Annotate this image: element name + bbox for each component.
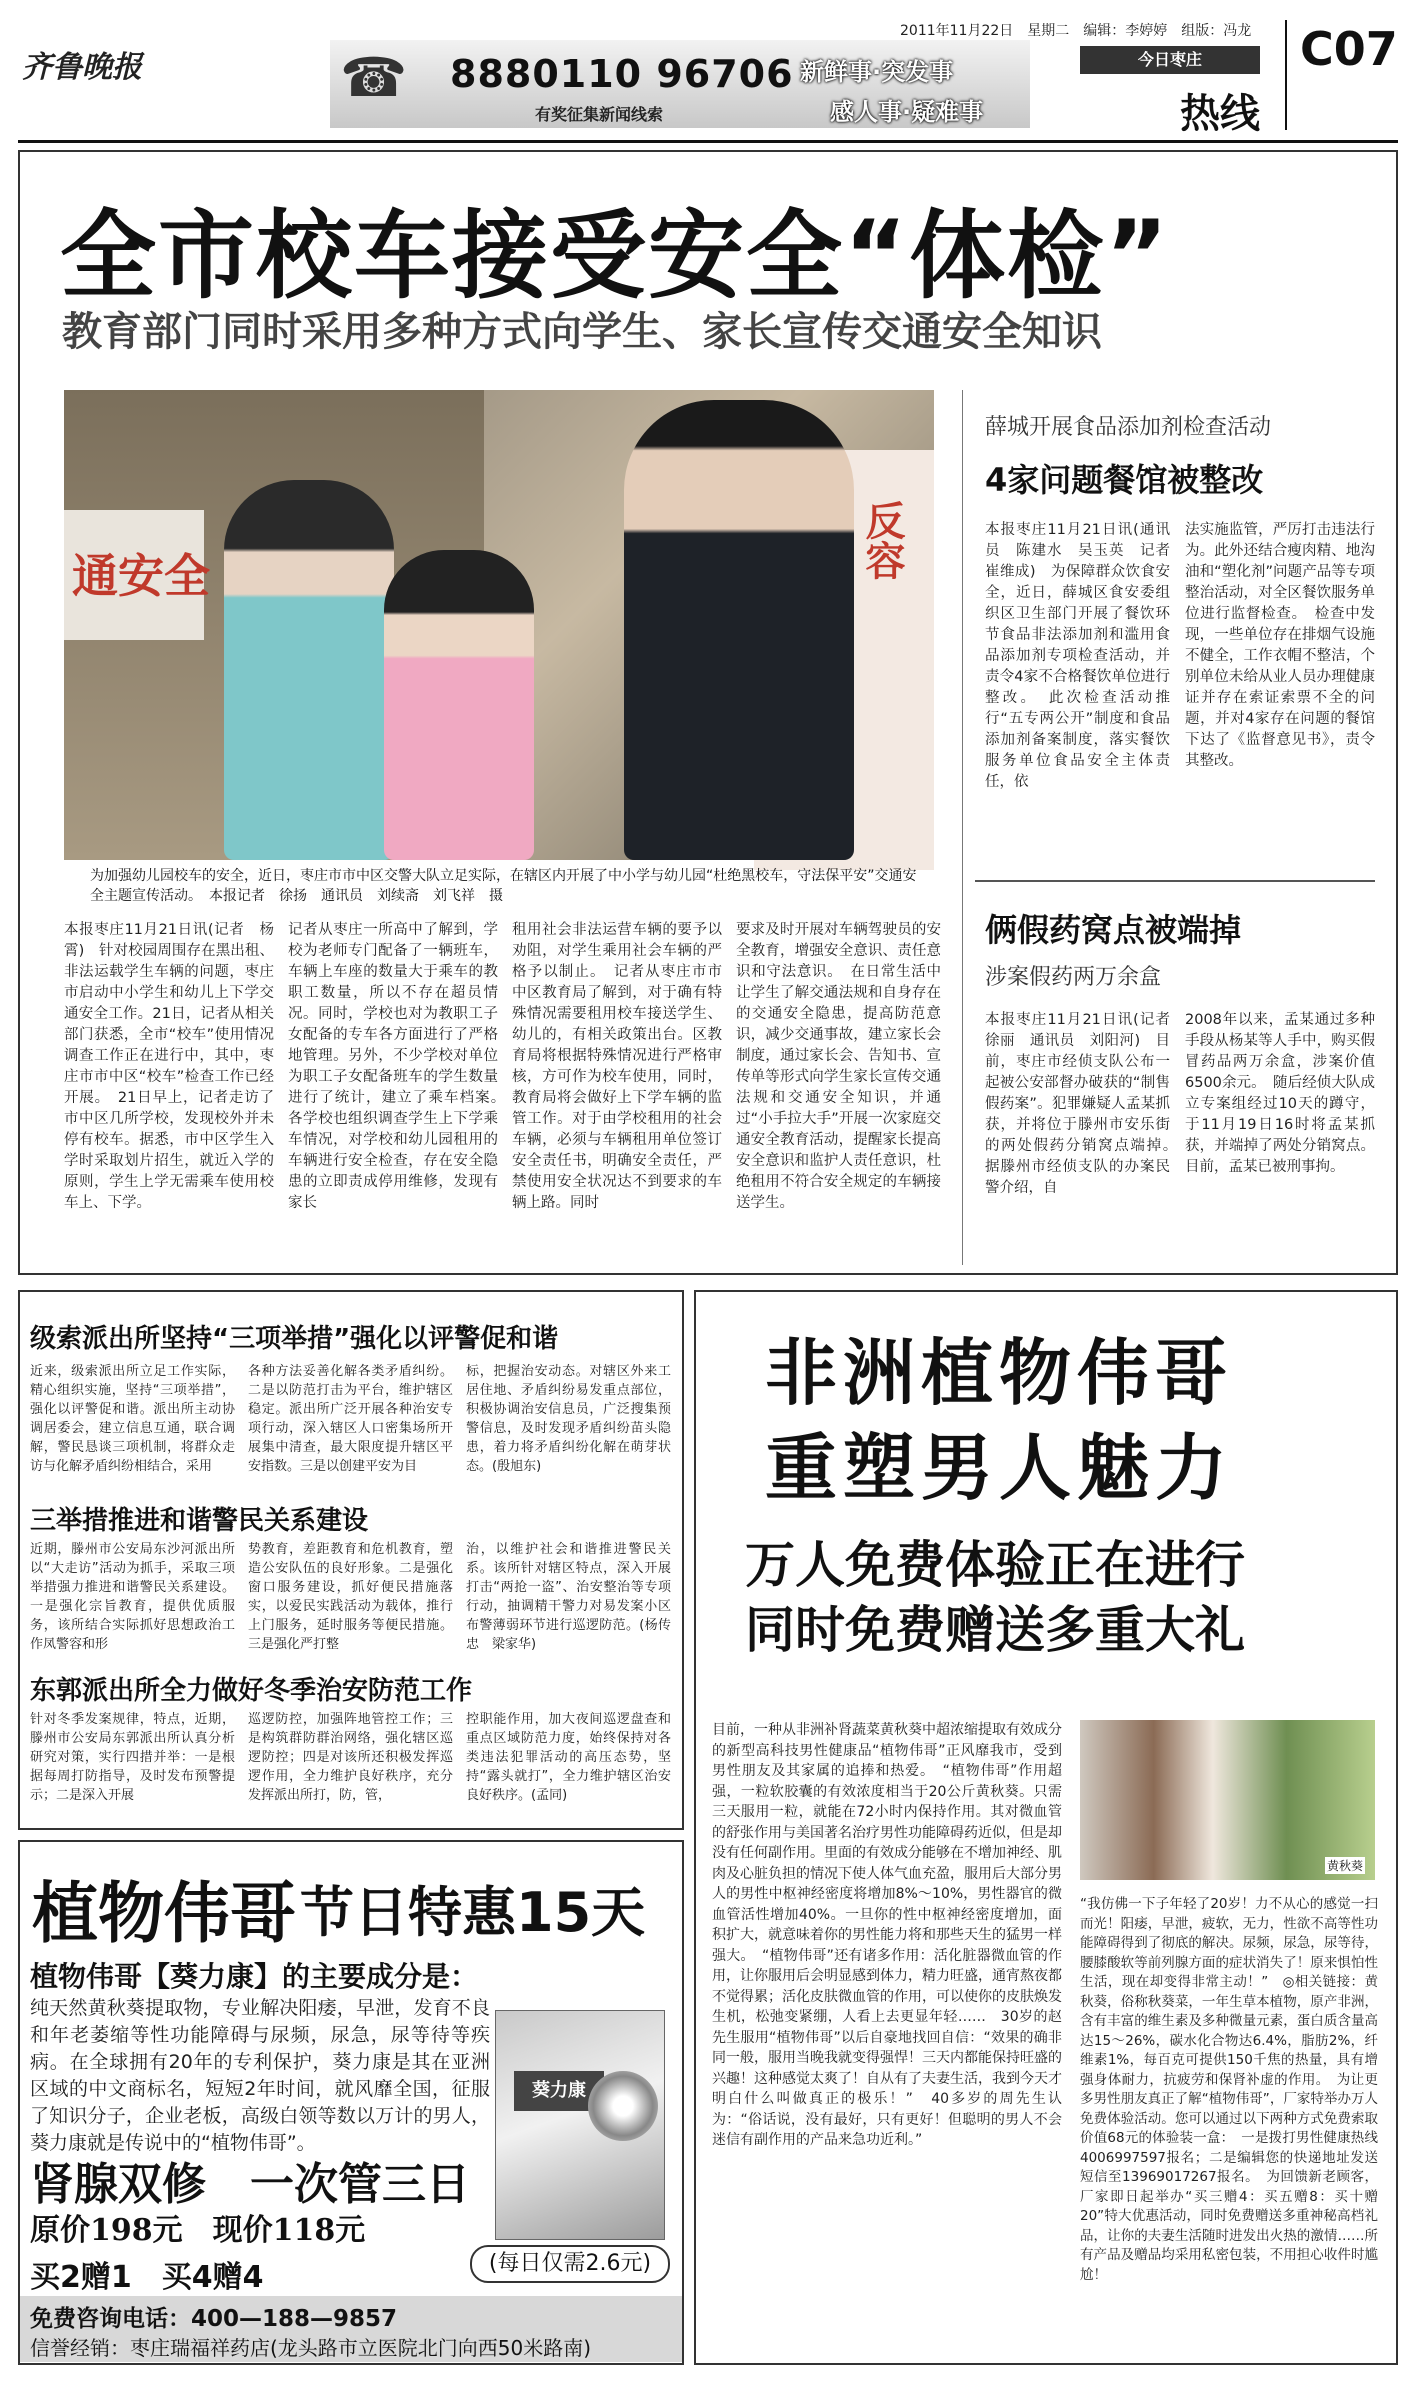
- brief1-column-1: 近来，级索派出所立足工作实际，精心组织实施，坚持“三项举措”，强化以评警促和谐。派出所主动协调居委会，建立信息互通，联合调解，警民恳谈三项机制，将群众走访与化解矛盾纠纷相结合，采用: [30, 1364, 235, 1474]
- brief2-title: 三举措推进和谐警民关系建设: [30, 1506, 369, 1536]
- brief3-title: 东郭派出所全力做好冬季治安防范工作: [30, 1676, 473, 1706]
- masthead: [0, 0, 1417, 140]
- advertorial-photo: [1080, 1720, 1375, 1880]
- photo-poster-text: 反容: [859, 500, 905, 580]
- brief3-column-2: 巡逻防控，加强阵地管控工作；三是构筑群防群治网络，强化辖区巡逻防控；四是对该所还积极发挥巡逻作用，全力维护良好秩序，充分发挥派出所打，防，管，: [248, 1712, 453, 1803]
- ad-slogan: 肾腺双修 一次管三日: [30, 2159, 470, 2210]
- hotline-slogan-2: 感人事·疑难事: [830, 98, 984, 126]
- dateline: 2011年11月22日 星期二 编辑：李婷婷 组版：冯龙: [900, 23, 1252, 39]
- ad-address: 信誉经销：枣庄瑞福祥药店(龙头路市立医院北门向西50米路南): [30, 2336, 592, 2360]
- lead-column-4: 要求及时开展对车辆驾驶员的安全教育，增强安全意识、责任意识和守法意识。 在日常生活中让学生了解交通法规和自身存在的交通安全隐患，提高防范意识，减少交通事故，建立家长会制度，通过家长会、告知书、宣传单等形式向学生家长宣传交通法规和交通安全知识，并通过“小手拉大手”开展一次家庭交通安全教育活动，提醒家长提高安全意识和监护人责任意识，杜绝租用不符合安全规定的车辆接送学生。: [736, 922, 941, 1211]
- product-box-image: [495, 2010, 665, 2240]
- ad-subtitle: 植物伟哥【葵力康】的主要成分是：: [30, 1960, 479, 1993]
- top-rule: [18, 140, 1398, 143]
- brief2-column-1: 近期，滕州市公安局东沙河派出所以“大走访”活动为抓手，采取三项举措强力推进和谐警民关系建设。一是强化宗旨教育，提供优质服务，该所结合实际抓好思想政治工作凤警容和形: [30, 1542, 235, 1652]
- brief3-column-3: 控职能作用，加大夜间巡逻盘查和重点区域防范力度，始终保持对各类违法犯罪活动的高压态势，坚持“露头就打”，全力维护辖区治安良好秩序。(孟同): [466, 1712, 671, 1803]
- photo-student-2: [384, 550, 534, 860]
- ad-promo: 买2赠1 买4赠4: [30, 2260, 264, 2295]
- brief1-column-2: 各种方法妥善化解各类矛盾纠纷。二是以防范打击为平台，维护辖区稳定。派出所广泛开展各种治安专项行动，深入辖区人口密集场所开展集中清查，最大限度提升辖区平安指数。三是以创建平安为目: [248, 1364, 453, 1474]
- side2-title: 俩假药窝点被端掉: [985, 911, 1242, 949]
- column-divider: [962, 390, 963, 1265]
- ad-price: 原价198元 现价118元: [30, 2213, 366, 2248]
- advertorial-column-2: “我仿佛一下子年轻了20岁！力不从心的感觉一扫而光！阳痿，早泄，疲软，无力，性欲不高等性功能障碍得到了彻底的解决。尿频，尿急，尿等待，腰膝酸软等前列腺方面的症状消失了！原来惧怕性生活，现在却变得非常主动！” ◎相关链接：黄秋葵，俗称秋葵菜，一年生草本植物，原产非洲，含有丰富的维生素及多种微量元素，蛋白质含量高达15～26%，碳水化合物达6.4%，脂肪2%，纤维素1%，每百克可提供150千焦的热量，具有增强身体耐力，抗疲劳和保肾补虚的作用。 为让更多男性朋友真正了解“植物伟哥”，厂家特举办万人免费体验活动。您可以通过以下两种方式免费索取价值68元的体验装一盒： 一是拨打男性健康热线4006997597报名；二是编辑您的快递地址发送短信至13969017267报名。 为回馈新老顾客，厂家即日起举办“买三赠4：买五赠8：买十赠20”特大优惠活动，同时免费赠送多重神秘高档礼品，让你的夫妻生活随时进发出火热的激情……所有产品及赠品均采用私密包装，不用担心收件时尴尬！: [1080, 1896, 1378, 2283]
- side1-column-2: 法实施监管，严厉打击违法行为。此外还结合瘦肉精、地沟油和“塑化剂”问题产品等专项整治活动，对全区餐饮服务单位进行监督检查。 检查中发现，一些单位存在排烟气设施不健全，工作衣帽不整洁，个别单位未给从业人员办理健康证并存在索证索票不全的问题，并对4家存在问题的餐馆下达了《监督意见书》，责令其整改。: [1185, 522, 1375, 769]
- side2-column-2: 2008年以来，孟某通过多种手段从杨某等人手中，购买假冒药品两万余盒，涉案价值6500余元。 随后经侦大队成立专案组经过10天的蹲守，于11月19日16时将孟某抓获，并端掉了两处分销窝点。目前，孟某已被刑事拘。: [1185, 1012, 1375, 1175]
- ad-title: 植物伟哥: [32, 1875, 296, 1952]
- advertorial-column-1: 目前，一种从非洲补肾蔬菜黄秋葵中超浓缩提取有效成分的新型高科技男性健康品“植物伟哥”正风靡我市，受到男性朋友及其家属的追捧和热爱。 “植物伟哥”作用超强，一粒软胶囊的有效浓度相当于20公斤黄秋葵。只需三天服用一粒，就能在72小时内保持作用。其对微血管的舒张作用与美国著名治疗男性功能障碍药近似，但是却没有任何副作用。里面的有效成分能够在不增加神经、肌肉及心脏负担的情况下使人体气血充盈，服用后大部分男人的男性中枢神经密度将增加8%～10%，男性器官的微血管活性增加40%。一旦你的性中枢神经密度增加，面积扩大，就意味着你的男性能力将和那些天生的猛男一样强大。 “植物伟哥”还有诸多作用：活化脏器微血管的作用，让你服用后会明显感到体力，精力旺盛，通宵熬夜都不觉得累；活化皮肤微血管的作用，可以使你的皮肤焕发生机，松弛变紧绷，人看上去更显年轻…… 30岁的赵先生服用“植物伟哥”以后自豪地找回自信：“效果的确非同一般，服用当晚我就变得强悍！三天内都能保持旺盛的兴趣！这种感觉太爽了！自从有了夫妻生活，我到今天才明白什么叫做真正的极乐！” 40多岁的周先生认为：“俗话说，没有最好，只有更好！但聪明的男人不会迷信有副作用的产品来急功近利。”: [712, 1722, 1062, 2148]
- section-tag: 今日枣庄: [1080, 46, 1260, 74]
- advertorial-headline-2: 重塑男人魅力: [765, 1426, 1234, 1510]
- hotline-numbers: 8880110 96706: [450, 52, 794, 96]
- ad-offer-title: 节日特惠15天: [300, 1881, 646, 1944]
- photo-student-1: [224, 480, 394, 860]
- advertorial-headline-1: 非洲植物伟哥: [765, 1331, 1234, 1415]
- lead-column-3: 租用社会非法运营车辆的要予以劝阻，对学生乘用社会车辆的严格予以制止。 记者从枣庄市市中区教育局了解到，对于确有特殊情况需要租用校车接送学生、幼儿的，有相关政策出台。区教育局将根据特殊情况进行严格审核，方可作为校车使用，同时，教育局将会做好上下学车辆的监管工作。对于由学校租用的社会车辆，必须与车辆租用单位签订安全责任书，明确安全责任，严禁使用安全状况达不到要求的车辆上路。同时: [512, 922, 722, 1211]
- ad-body: 纯天然黄秋葵提取物，专业解决阳痿，早泄，发育不良和年老萎缩等性功能障碍与尿频，尿急，尿等待等疾病。在全球拥有20年的专利保护，葵力康是其在亚洲区域的中文商标名，短短2年时间，就风靡全国，征服了知识分子，企业老板，高级白领等数以万计的男人，葵力康就是传说中的“植物伟哥”。: [30, 1997, 490, 2154]
- side1-title: 4家问题餐馆被整改: [985, 461, 1264, 499]
- page-number: C07: [1300, 22, 1398, 76]
- side-rule: [975, 880, 1375, 882]
- product-box-label: 葵力康: [514, 2071, 604, 2111]
- advertorial-photo-label: 黄秋葵: [1327, 1859, 1364, 1873]
- brief1-title: 级索派出所坚持“三项举措”强化以评警促和谐: [30, 1324, 559, 1354]
- masthead-divider: [1285, 20, 1287, 130]
- lead-column-1: 本报枣庄11月21日讯(记者 杨霄) 针对校园周围存在黑出租、非法运载学生车辆的问题，枣庄市启动中小学生和幼儿上下学交通安全工作。21日，记者从相关部门获悉，全市“校车”使用情况调查工作正在进行中，其中，枣庄市市中区“校车”检查工作已经开展。 21日早上，记者走访了市中区几所学校，发现校外并未停有校车。据悉，市中区学生入学时采取划片招生，就近入学的原则，学生上学无需乘车使用校车上、下学。: [64, 922, 274, 1211]
- newspaper-logo: 齐鲁晚报: [22, 50, 142, 85]
- lead-photo: [64, 390, 934, 860]
- sun-logo-icon: [588, 2071, 658, 2141]
- brief2-column-3: 治，以维护社会和谐推进警民关系。该所针对辖区特点，深入开展打击“两抢一盗”、治安整治等专项行动，抽调精干警力对易发案小区布警薄弱环节进行巡逻防范。(杨传忠 梁家华): [466, 1542, 671, 1652]
- side2-kicker: 涉案假药两万余盒: [985, 965, 1162, 990]
- lead-column-2: 记者从枣庄一所高中了解到，学校为老师专门配备了一辆班车，车辆上车座的数量大于乘车的教职工数量，所以不存在超员情况。同时，学校也对为教职工子女配备的专车各方面进行了严格地管理。另外，不少学校对单位为职工子女配备班车的学生数量进行了统计，建立了乘车档案。 各学校也组织调查学生上下学乘车情况，对学校和幼儿园租用的车辆进行安全检查，存在安全隐患的立即责成停用维修，发现有家长: [288, 922, 513, 1211]
- ad-phone: 免费咨询电话：400—188—9857: [30, 2306, 398, 2332]
- lead-headline: 全市校车接受安全“体检”: [60, 200, 1171, 312]
- side1-kicker: 薛城开展食品添加剂检查活动: [985, 415, 1272, 440]
- hotline-slogan-1: 新鲜事·突发事: [800, 58, 954, 86]
- photo-caption: 为加强幼儿园校车的安全，近日，枣庄市市中区交警大队立足实际，在辖区内开展了中小学与幼儿园“杜绝黑校车，守法保平安”交通安全主题宣传活动。 本报记者 徐扬 通讯员 刘续斋 刘飞祥 摄: [90, 868, 917, 904]
- brief1-column-3: 标，把握治安动态。对辖区外来工居住地、矛盾纠纷易发重点部位，积极协调治安信息员，广泛搜集预警信息，及时发现矛盾纠纷苗头隐患，着力将矛盾纠纷化解在萌芽状态。(殷旭东): [466, 1364, 671, 1474]
- reward-note: 有奖征集新闻线索: [535, 105, 664, 124]
- section-name: 热线: [1180, 91, 1260, 137]
- lead-subhead: 教育部门同时采用多种方式向学生、家长宣传交通安全知识: [62, 309, 1102, 355]
- advertorial-subhead-2: 同时免费赠送多重大礼: [745, 1601, 1245, 1659]
- telephone-icon: ☎: [340, 46, 408, 109]
- side1-column-1: 本报枣庄11月21日讯(通讯员 陈建水 吴玉英 记者 崔维成) 为保障群众饮食安全，近日，薛城区食安委组织区卫生部门开展了餐饮环节食品非法添加剂和滥用食品添加剂专项检查活动，并责令4家不合格餐饮单位进行整改。 此次检查活动推行“五专两公开”制度和食品添加剂备案制度，落实餐饮服务单位食品安全主体责任，依: [985, 522, 1185, 790]
- ad-daily-cost: (每日仅需2.6元): [470, 2245, 670, 2283]
- brief2-column-2: 势教育，差距教育和危机教育，塑造公安队伍的良好形象。二是强化窗口服务建设，抓好便民措施落实，以爱民实践活动为载体，推行上门服务，延时服务等便民措施。三是强化严打整: [248, 1542, 453, 1652]
- advertorial-subhead-1: 万人免费体验正在进行: [745, 1536, 1245, 1594]
- brief3-column-1: 针对冬季发案规律，特点，近期，滕州市公安局东郭派出所认真分析研究对策，实行四措并举：一是根据每周打防指导，及时发布预警提示；二是深入开展: [30, 1712, 235, 1803]
- photo-police-officer: [624, 400, 854, 860]
- photo-banner-text: 通安全: [72, 549, 210, 603]
- side2-column-1: 本报枣庄11月21日讯(记者 徐丽 通讯员 刘阳河) 目前，枣庄市经侦支队公布一起被公安部督办破获的“制售假药案”。犯罪嫌疑人孟某抓获，并将位于滕州市安乐街的两处假药分销窝点端掉。 据滕州市经侦支队的办案民警介绍，自: [985, 1012, 1185, 1196]
